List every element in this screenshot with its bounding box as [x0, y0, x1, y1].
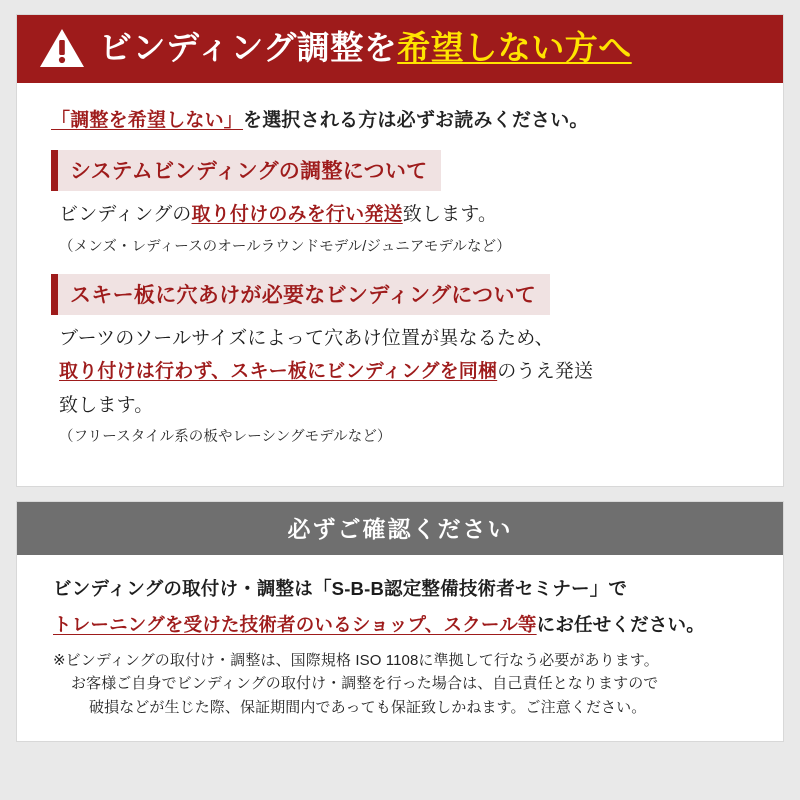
panel-binding-adjustment-decline — [16, 14, 784, 487]
fineprint-line-1: ※ビンディングの取付け・調整は、国際規格 ISO 1108に準拠して行なう必要があります。 — [53, 652, 659, 670]
panel-bottom-body — [17, 555, 783, 741]
lead-text — [51, 105, 757, 132]
section-1-body — [59, 201, 757, 229]
section-1-body-after: 致します。 — [402, 204, 498, 225]
confirm-line-1: ビンディングの取付け・調整は「S-B-B認定整備技術者セミナー」で — [53, 578, 628, 600]
warning-triangle-icon — [39, 27, 85, 69]
section-1-note: （メンズ・レディースのオールラウンドモデル/ジュニアモデルなど） — [59, 238, 511, 255]
panel-top-title-main: ビンディング調整を — [99, 28, 398, 66]
lead-rest: を選択される方は必ずお読みください。 — [243, 110, 589, 131]
fineprint-block — [53, 649, 753, 719]
fineprint-line-3: 破損などが生じた際、保証期間内であっても保証致しかねます。ご注意ください。 — [89, 698, 647, 716]
panel-top-title-highlight: 希望しない方へ — [397, 28, 632, 66]
section-drilling-binding — [43, 274, 757, 447]
section-2-body-line2 — [59, 358, 757, 386]
section-2-body-after: のうえ発送 — [497, 361, 594, 383]
section-1-heading: システムビンディングの調整について — [51, 150, 441, 191]
confirm-line-2 — [53, 611, 753, 637]
section-1-body-mark: 取り付けのみを行い発送 — [191, 204, 403, 225]
section-2-body-mark: 取り付けは行わず、スキー板にビンディングを同梱 — [59, 361, 498, 383]
fineprint-line-2: お客様ご自身でビンディングの取付け・調整を行った場合は、自己責任となりますので — [71, 675, 659, 693]
panel-confirmation — [16, 501, 784, 742]
section-2-heading: スキー板に穴あけが必要なビンディングについて — [51, 274, 550, 315]
section-2-note: （フリースタイル系の板やレーシングモデルなど） — [59, 429, 392, 446]
confirm-line-2-mark: トレーニングを受けた技術者のいるショップ、スクール等 — [53, 614, 537, 636]
panel-bottom-header: 必ずご確認ください — [17, 502, 783, 555]
lead-underlined: 「調整を希望しない」 — [51, 110, 244, 131]
confirm-line-2-rest: にお任せください。 — [536, 614, 705, 636]
section-2-body-line3: 致します。 — [59, 394, 154, 416]
section-2-body-line1: ブーツのソールサイズによって穴あけ位置が異なるため、 — [59, 327, 554, 349]
panel-top-header — [17, 15, 783, 83]
section-system-binding — [43, 150, 757, 256]
panel-top-title — [99, 30, 632, 66]
section-1-body-before: ビンディングの — [59, 204, 192, 225]
panel-top-body — [17, 83, 783, 486]
